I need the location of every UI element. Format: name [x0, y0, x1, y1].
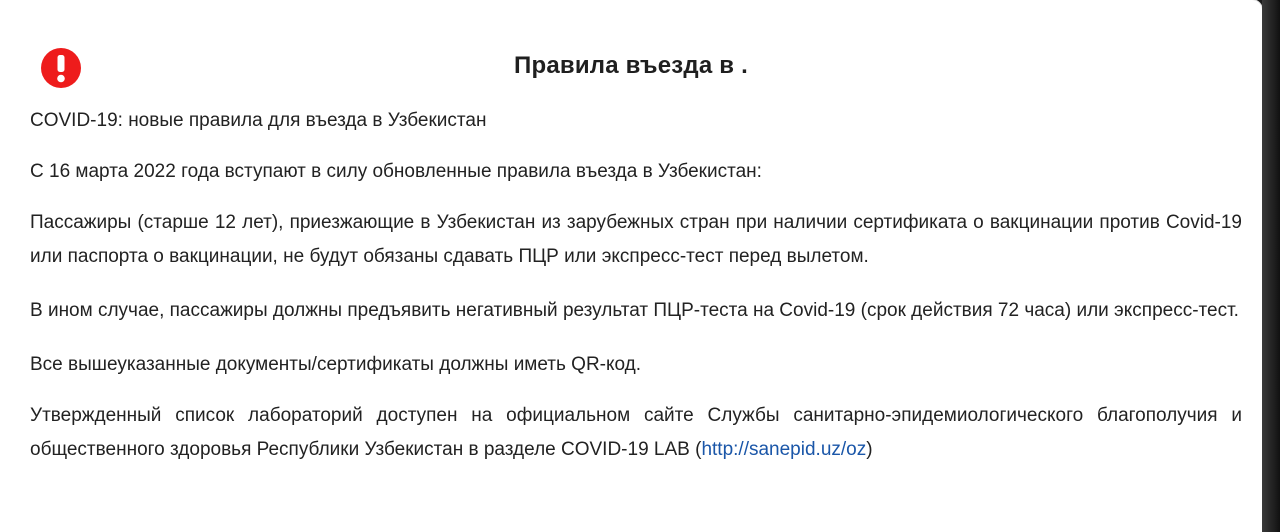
laboratories-text-end: ): [866, 439, 873, 460]
effective-date-paragraph: С 16 марта 2022 года вступают в силу обновленные правила въезда в Узбекистан:: [30, 161, 762, 182]
header: [0, 44, 1262, 94]
vaccinated-rule-paragraph: Пассажиры (старше 12 лет), приезжающие в Узбекистан из зарубежных стран при наличии сертификата о вакцинации против Covid-19 или паспорта о вакцинации, не будут обязаны сдавать ПЦР или экспресс-тест перед вылетом.: [30, 212, 1242, 267]
laboratories-paragraph: [30, 399, 1242, 467]
rules-content: [30, 104, 1242, 487]
page-title: Правила въезда в .: [514, 52, 748, 79]
laboratories-text: Утвержденный список лабораторий доступен на официальном сайте Службы санитарно-эпидемиологического благополучия и общественного здоровья Республики Узбекистан в разделе COVID-19 LAB (: [30, 405, 1242, 460]
unvaccinated-rule-paragraph: В ином случае, пассажиры должны предъявить негативный результат ПЦР-теста на Covid-19 (срок действия 72 часа) или экспресс-тест.: [30, 300, 1239, 321]
sanepid-link[interactable]: http://sanepid.uz/oz: [701, 439, 867, 460]
intro-paragraph: COVID-19: новые правила для въезда в Узбекистан: [30, 110, 487, 131]
qr-code-paragraph: Все вышеуказанные документы/сертификаты должны иметь QR-код.: [30, 354, 642, 375]
window-edge: [1262, 0, 1280, 532]
